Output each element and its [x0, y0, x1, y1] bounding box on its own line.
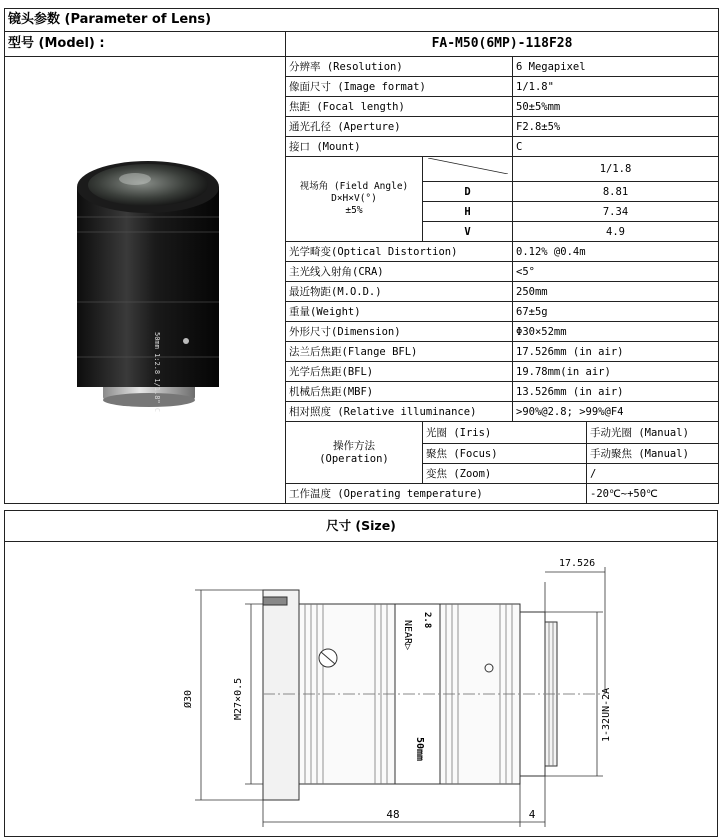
- lens-photo-cell: [5, 57, 286, 504]
- spec-value: <5°: [513, 262, 719, 282]
- spec-value: C: [513, 137, 719, 157]
- operation-value: /: [587, 464, 719, 484]
- spec-value: Φ30×52mm: [513, 322, 719, 342]
- field-angle-label-line1: 视场角 (Field Angle): [299, 181, 409, 192]
- drawing-outline: [263, 590, 605, 800]
- spec-value: 0.12% @0.4m: [513, 242, 719, 262]
- operation-label-line2: (Operation): [319, 452, 389, 465]
- spec-label: 重量(Weight): [286, 302, 513, 322]
- spec-label: 光学畸变(Optical Distortion): [286, 242, 513, 262]
- spec-value: 50±5%mm: [513, 97, 719, 117]
- dim-front-thread: M27×0.5: [233, 677, 244, 720]
- field-angle-label: [286, 157, 423, 242]
- size-section: [4, 510, 718, 837]
- lens-engraving: 50mm 1:2.8 1/1.8" C: [153, 332, 161, 413]
- field-angle-label-line2: D×H×V(°): [331, 193, 377, 204]
- mount-edge: [103, 393, 195, 407]
- spec-label: 机械后焦距(MBF): [286, 382, 513, 402]
- dim-outer-dia: Ø30: [183, 689, 194, 708]
- focal-mark: 50mm: [414, 737, 425, 762]
- spec-value: 1/1.8": [513, 77, 719, 97]
- operation-value: 手动光圈 (Manual): [587, 422, 719, 444]
- operation-name: 聚焦 (Focus): [423, 444, 587, 464]
- field-angle-value: 4.9: [513, 222, 719, 242]
- operation-label-line1: 操作方法: [333, 439, 375, 452]
- diagonal-line: [428, 158, 508, 174]
- dim-mount-length: 4: [528, 808, 536, 821]
- dim-length: 48: [386, 808, 400, 821]
- spec-label: 分辨率 (Resolution): [286, 57, 513, 77]
- operation-name: 变焦 (Zoom): [423, 464, 587, 484]
- spec-table: [4, 8, 719, 504]
- field-angle-value: 8.81: [513, 182, 719, 202]
- spec-label: 外形尺寸(Dimension): [286, 322, 513, 342]
- field-angle-axis: D: [423, 182, 513, 202]
- spec-label: 焦距 (Focal length): [286, 97, 513, 117]
- spec-label: 接口 (Mount): [286, 137, 513, 157]
- spec-label: 法兰后焦距(Flange BFL): [286, 342, 513, 362]
- spec-value: 17.526mm (in air): [513, 342, 719, 362]
- spec-label: 光学后焦距(BFL): [286, 362, 513, 382]
- focus-mark: 2.8: [422, 612, 432, 629]
- dimension-drawing: [5, 542, 717, 836]
- operation-value: 手动聚焦 (Manual): [587, 444, 719, 464]
- spec-label: 相对照度 (Relative illuminance): [286, 402, 513, 422]
- spec-label: 主光线入射角(CRA): [286, 262, 513, 282]
- spec-label: 最近物距(M.O.D.): [286, 282, 513, 302]
- dim-flange: 17.526: [559, 558, 596, 569]
- glass-reflection: [119, 173, 151, 185]
- temperature-value: -20℃~+50℃: [587, 484, 719, 504]
- field-angle-value: 7.34: [513, 202, 719, 222]
- spec-value: 13.526mm (in air): [513, 382, 719, 402]
- model-value: FA-M50(6MP)-118F28: [286, 32, 719, 57]
- temperature-label: 工作温度 (Operating temperature): [286, 484, 587, 504]
- spec-value: F2.8±5%: [513, 117, 719, 137]
- front-element: [88, 164, 208, 206]
- size-title: 尺寸 (Size): [5, 511, 717, 542]
- spec-value: 250mm: [513, 282, 719, 302]
- page-title: 镜头参数 (Parameter of Lens): [5, 9, 719, 32]
- field-angle-label-line3: ±5%: [345, 205, 363, 216]
- field-angle-axis: H: [423, 202, 513, 222]
- spec-label: 像面尺寸 (Image format): [286, 77, 513, 97]
- spec-value: 67±5g: [513, 302, 719, 322]
- model-label: 型号 (Model) :: [5, 32, 286, 57]
- lock-screw-icon: [183, 338, 189, 344]
- spec-label: 通光孔径 (Aperture): [286, 117, 513, 137]
- spec-value: 6 Megapixel: [513, 57, 719, 77]
- field-angle-axis: V: [423, 222, 513, 242]
- operation-label: [286, 422, 423, 484]
- field-angle-format: 1/1.8: [513, 157, 719, 182]
- dim-mount-thread: 1-32UN-2A: [601, 687, 612, 742]
- lens-photo: [5, 57, 286, 497]
- spec-value: 19.78mm(in air): [513, 362, 719, 382]
- operation-name: 光圈 (Iris): [423, 422, 587, 444]
- field-angle-diagonal-cell: [423, 157, 513, 182]
- near-label: NEAR▷: [402, 620, 413, 651]
- spec-value: >90%@2.8; >99%@F4: [513, 402, 719, 422]
